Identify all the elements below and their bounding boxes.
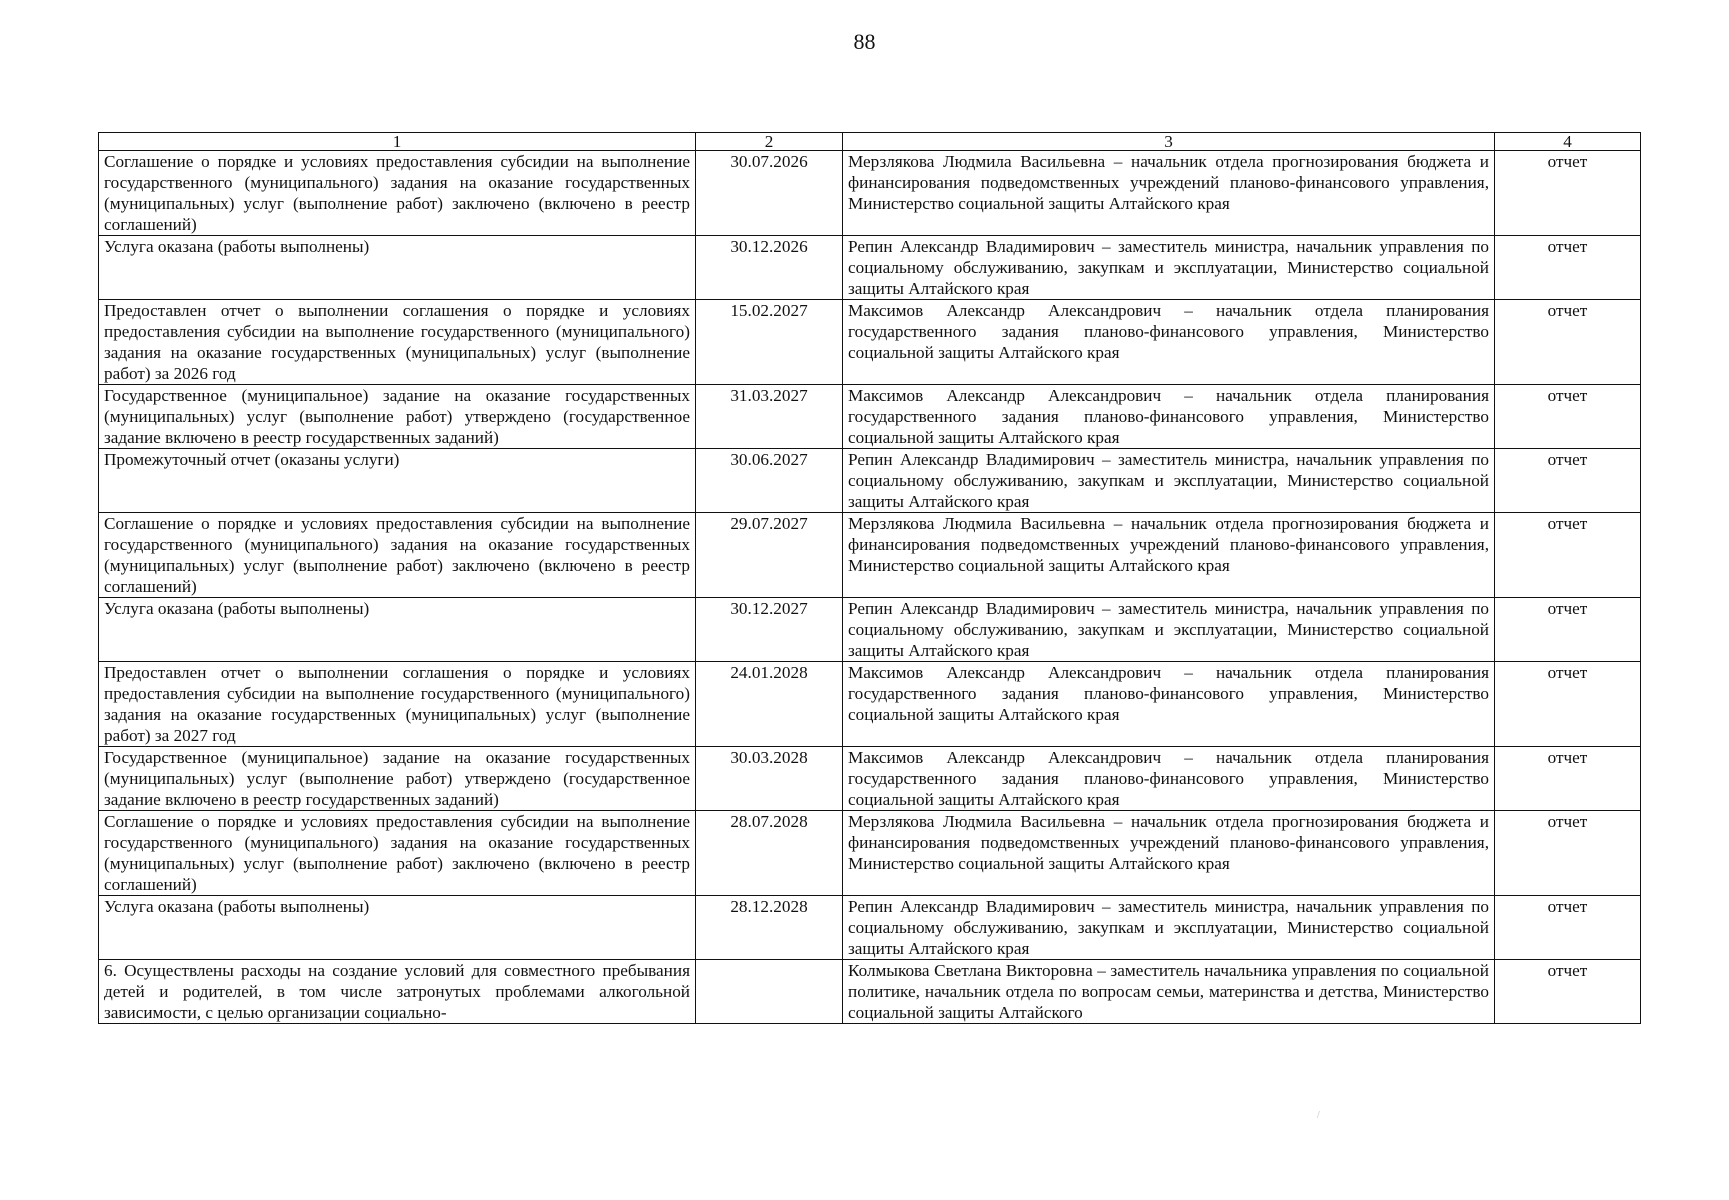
event-description-cell: Предоставлен отчет о выполнении соглашения о порядке и условиях предоставления субсидии на выполнение государственного (муниципального) задания на оказание государственных (муниципальных) услуг (выполнение работ) за 2026 год: [99, 300, 696, 385]
deadline-date-cell: 15.02.2027: [696, 300, 843, 385]
plan-table: [98, 132, 1641, 1024]
table-row: [99, 811, 1641, 896]
table-header-row: [99, 133, 1641, 151]
document-type-cell: отчет: [1495, 236, 1641, 300]
responsible-person-cell: Максимов Александр Александрович – начальник отдела планирования государственного задания планово-финансового управления, Министерство социальной защиты Алтайского края: [843, 385, 1495, 449]
document-type-cell: отчет: [1495, 811, 1641, 896]
deadline-date-cell: 30.12.2026: [696, 236, 843, 300]
scan-speck: /: [1317, 1110, 1320, 1121]
table-row: [99, 747, 1641, 811]
event-description-cell: Промежуточный отчет (оказаны услуги): [99, 449, 696, 513]
responsible-person-cell: Мерзлякова Людмила Васильевна – начальник отдела прогнозирования бюджета и финансирования подведомственных учреждений планово-финансового управления, Министерство социальной защиты Алтайского края: [843, 513, 1495, 598]
responsible-person-cell: Репин Александр Владимирович – заместитель министра, начальник управления по социальному обслуживанию, закупкам и эксплуатации, Министерство социальной защиты Алтайского края: [843, 598, 1495, 662]
column-number-1: 1: [99, 133, 696, 151]
table-row: [99, 449, 1641, 513]
document-type-cell: отчет: [1495, 896, 1641, 960]
responsible-person-cell: Репин Александр Владимирович – заместитель министра, начальник управления по социальному обслуживанию, закупкам и эксплуатации, Министерство социальной защиты Алтайского края: [843, 896, 1495, 960]
responsible-person-cell: Максимов Александр Александрович – начальник отдела планирования государственного задания планово-финансового управления, Министерство социальной защиты Алтайского края: [843, 300, 1495, 385]
document-type-cell: отчет: [1495, 747, 1641, 811]
table-row: [99, 662, 1641, 747]
responsible-person-cell: Репин Александр Владимирович – заместитель министра, начальник управления по социальному обслуживанию, закупкам и эксплуатации, Министерство социальной защиты Алтайского края: [843, 236, 1495, 300]
document-type-cell: отчет: [1495, 385, 1641, 449]
table-row: [99, 598, 1641, 662]
event-description-cell: Соглашение о порядке и условиях предоставления субсидии на выполнение государственного (муниципального) задания на оказание государственных (муниципальных) услуг (выполнение работ) заключено (включено в реестр соглашений): [99, 811, 696, 896]
event-description-cell: 6. Осуществлены расходы на создание условий для совместного пребывания детей и родителей, в том числе затронутых проблемами алкогольной зависимости, с целью организации социально-: [99, 960, 696, 1024]
event-description-cell: Государственное (муниципальное) задание на оказание государственных (муниципальных) услуг (выполнение работ) утверждено (государственное задание включено в реестр государственных заданий): [99, 385, 696, 449]
event-description-cell: Услуга оказана (работы выполнены): [99, 896, 696, 960]
deadline-date-cell: 24.01.2028: [696, 662, 843, 747]
column-number-4: 4: [1495, 133, 1641, 151]
deadline-date-cell: 30.07.2026: [696, 151, 843, 236]
event-description-cell: Соглашение о порядке и условиях предоставления субсидии на выполнение государственного (муниципального) задания на оказание государственных (муниципальных) услуг (выполнение работ) заключено (включено в реестр соглашений): [99, 151, 696, 236]
event-description-cell: Соглашение о порядке и условиях предоставления субсидии на выполнение государственного (муниципального) задания на оказание государственных (муниципальных) услуг (выполнение работ) заключено (включено в реестр соглашений): [99, 513, 696, 598]
document-type-cell: отчет: [1495, 598, 1641, 662]
responsible-person-cell: Мерзлякова Людмила Васильевна – начальник отдела прогнозирования бюджета и финансирования подведомственных учреждений планово-финансового управления, Министерство социальной защиты Алтайского края: [843, 151, 1495, 236]
event-description-cell: Государственное (муниципальное) задание на оказание государственных (муниципальных) услуг (выполнение работ) утверждено (государственное задание включено в реестр государственных заданий): [99, 747, 696, 811]
document-type-cell: отчет: [1495, 151, 1641, 236]
table-row: [99, 236, 1641, 300]
table-row: [99, 151, 1641, 236]
page-number: 88: [853, 29, 876, 54]
event-description-cell: Услуга оказана (работы выполнены): [99, 236, 696, 300]
table-row: [99, 513, 1641, 598]
deadline-date-cell: 28.07.2028: [696, 811, 843, 896]
column-number-2: 2: [696, 133, 843, 151]
document-type-cell: отчет: [1495, 513, 1641, 598]
deadline-date-cell: 30.03.2028: [696, 747, 843, 811]
responsible-person-cell: Репин Александр Владимирович – заместитель министра, начальник управления по социальному обслуживанию, закупкам и эксплуатации, Министерство социальной защиты Алтайского края: [843, 449, 1495, 513]
table-row: [99, 385, 1641, 449]
table-row: [99, 896, 1641, 960]
deadline-date-cell: 28.12.2028: [696, 896, 843, 960]
document-type-cell: отчет: [1495, 449, 1641, 513]
deadline-date-cell: 31.03.2027: [696, 385, 843, 449]
table-row: [99, 300, 1641, 385]
responsible-person-cell: Максимов Александр Александрович – начальник отдела планирования государственного задания планово-финансового управления, Министерство социальной защиты Алтайского края: [843, 662, 1495, 747]
event-description-cell: Услуга оказана (работы выполнены): [99, 598, 696, 662]
table-row: [99, 960, 1641, 1024]
document-type-cell: отчет: [1495, 300, 1641, 385]
event-description-cell: Предоставлен отчет о выполнении соглашения о порядке и условиях предоставления субсидии на выполнение государственного (муниципального) задания на оказание государственных (муниципальных) услуг (выполнение работ) за 2027 год: [99, 662, 696, 747]
document-type-cell: отчет: [1495, 662, 1641, 747]
column-number-3: 3: [843, 133, 1495, 151]
deadline-date-cell: 30.12.2027: [696, 598, 843, 662]
responsible-person-cell: Мерзлякова Людмила Васильевна – начальник отдела прогнозирования бюджета и финансирования подведомственных учреждений планово-финансового управления, Министерство социальной защиты Алтайского края: [843, 811, 1495, 896]
responsible-person-cell: Колмыкова Светлана Викторовна – заместитель начальника управления по социальной политике, начальник отдела по вопросам семьи, материнства и детства, Министерство социальной защиты Алтайского: [843, 960, 1495, 1024]
deadline-date-cell: [696, 960, 843, 1024]
deadline-date-cell: 30.06.2027: [696, 449, 843, 513]
document-type-cell: отчет: [1495, 960, 1641, 1024]
responsible-person-cell: Максимов Александр Александрович – начальник отдела планирования государственного задания планово-финансового управления, Министерство социальной защиты Алтайского края: [843, 747, 1495, 811]
deadline-date-cell: 29.07.2027: [696, 513, 843, 598]
